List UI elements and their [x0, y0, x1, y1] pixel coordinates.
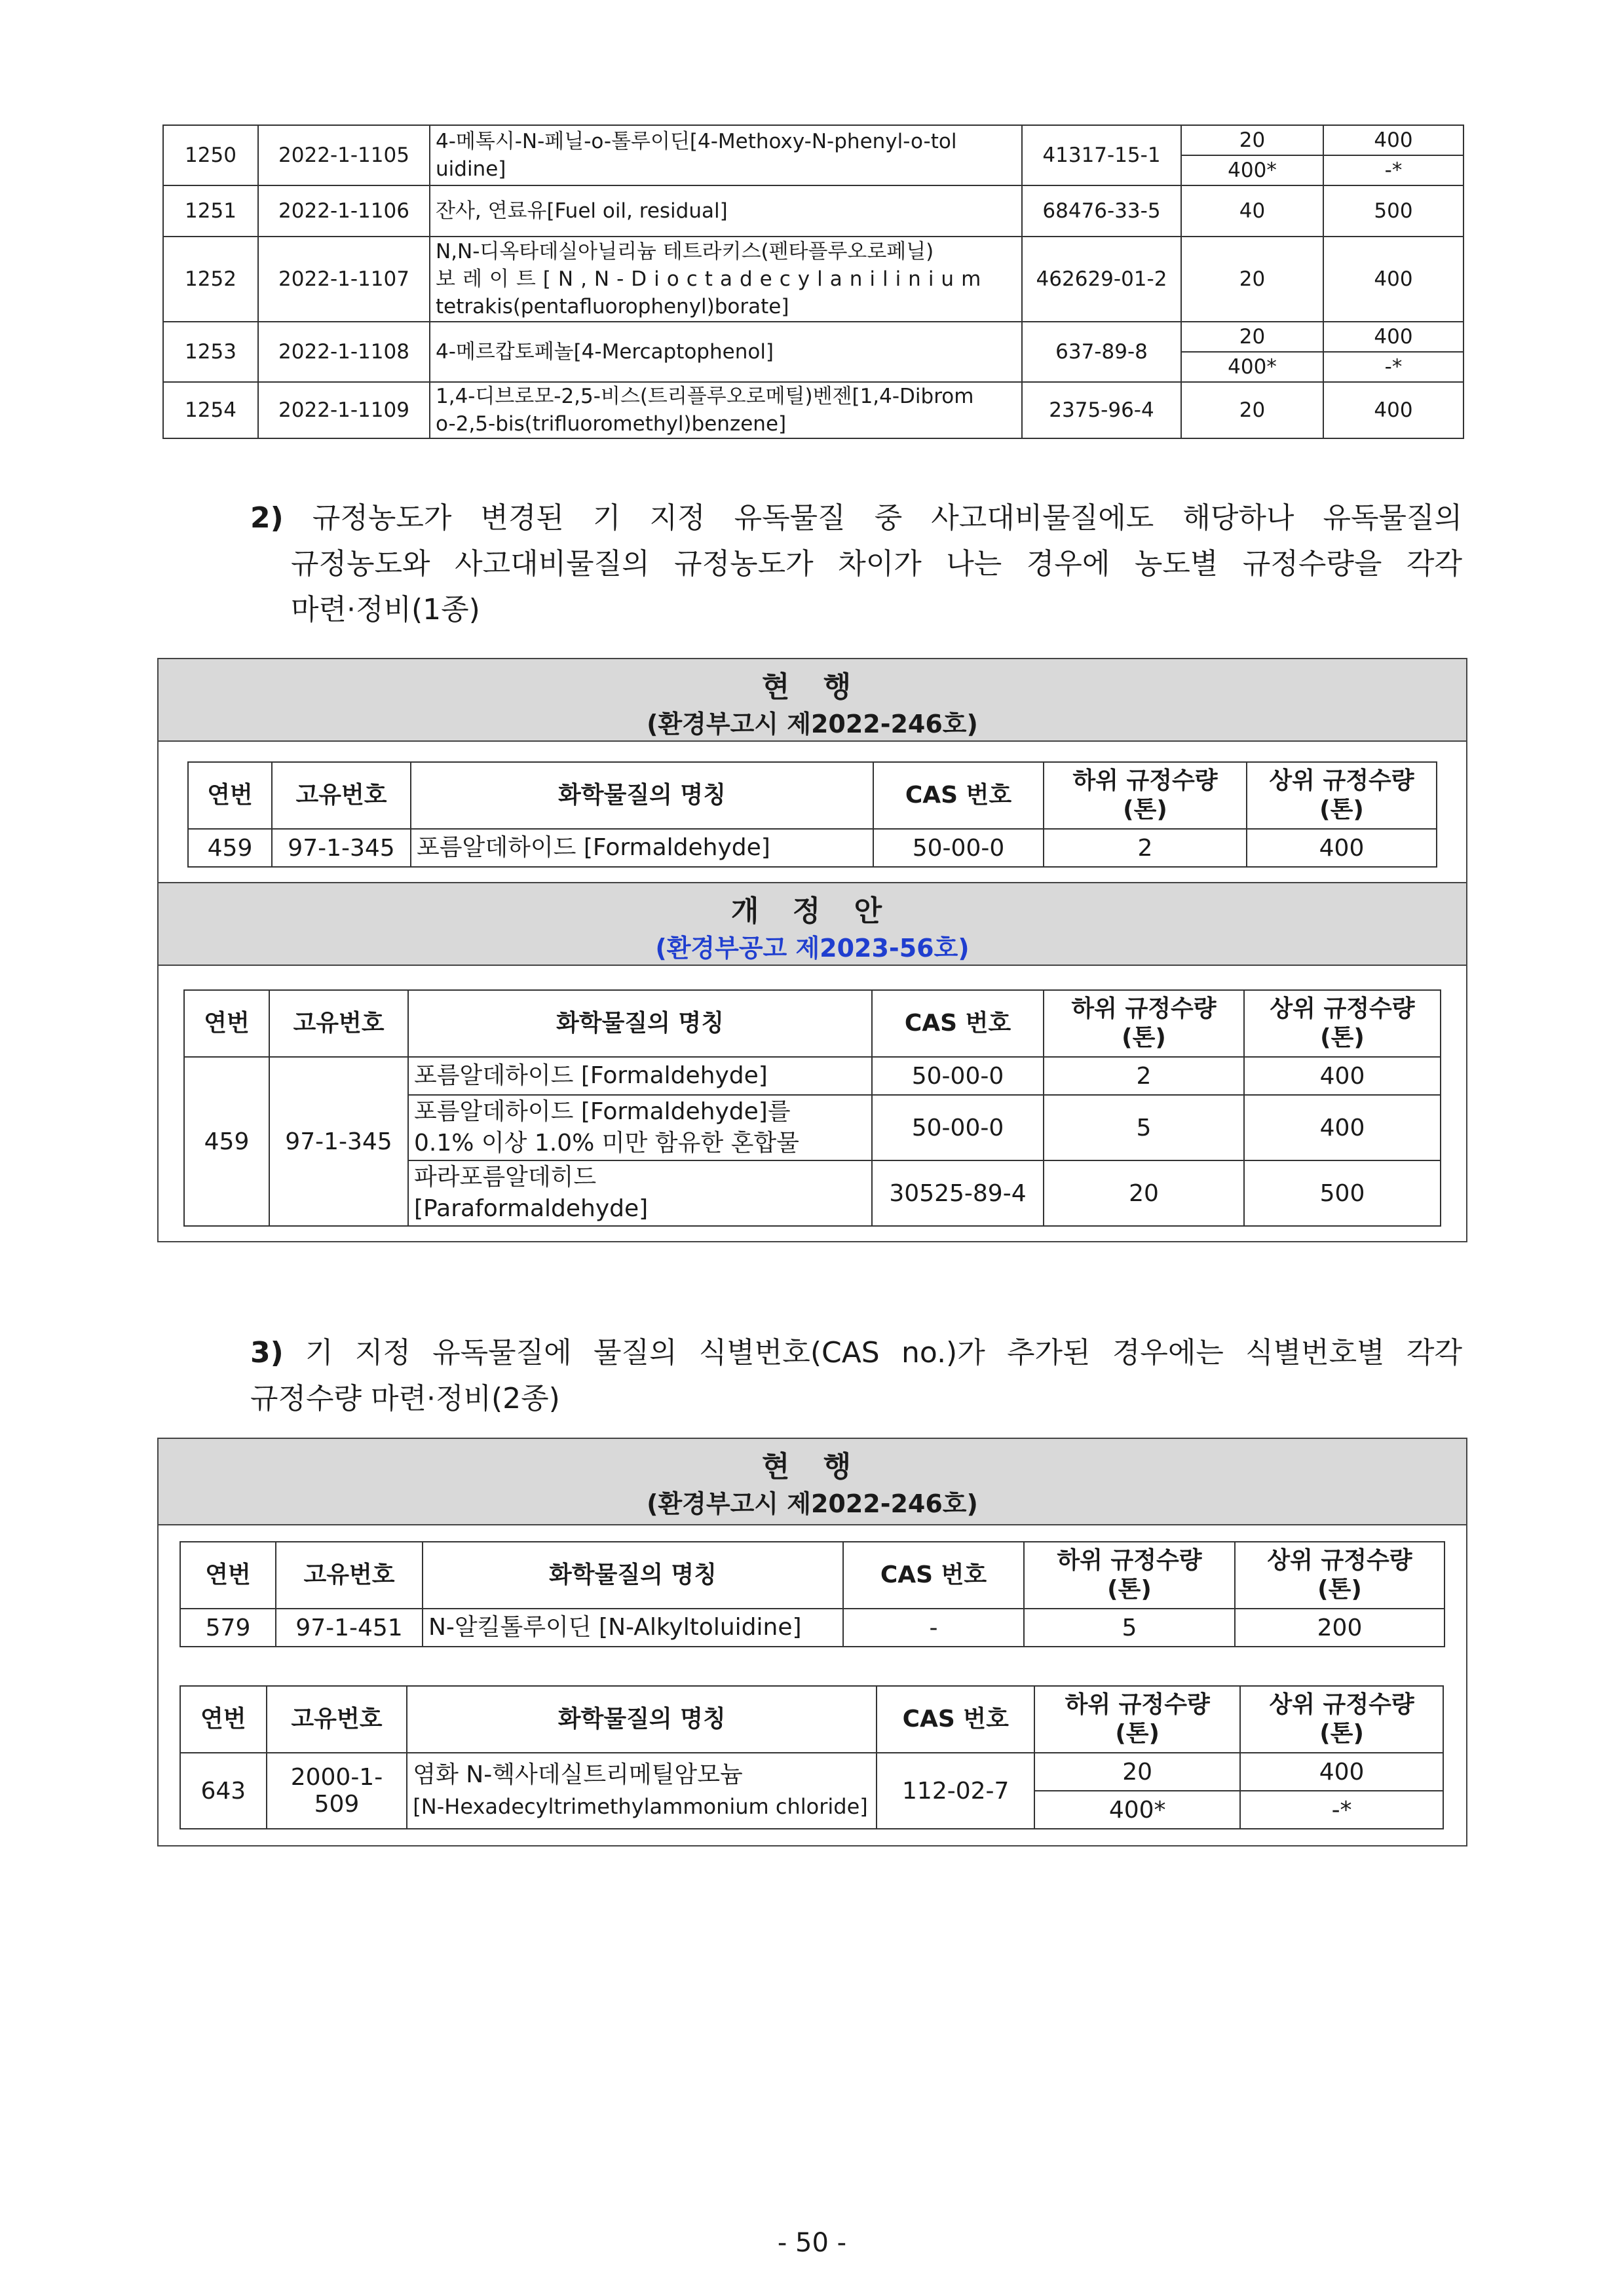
upper-qty: 400: [1323, 322, 1463, 352]
chemical-name: 4-메톡시-N-페닐-o-톨루이딘[4-Methoxy-N-phenyl-o-tol uidine]: [430, 125, 1022, 185]
table-row: [163, 322, 1463, 352]
comparison-box-2: [157, 1438, 1467, 1846]
col-header-cas: CAS 번호: [873, 762, 1044, 829]
upper-qty: -*: [1323, 352, 1463, 382]
current-table: [187, 761, 1437, 868]
col-header-no: 연번: [188, 762, 272, 829]
row-number: 1251: [163, 185, 258, 237]
row-id: 2022-1-1109: [258, 382, 430, 438]
amendment-header: 개 정 안 (환경부공고 제2023-56호): [159, 882, 1466, 966]
cas-number: 637-89-8: [1022, 322, 1181, 382]
section-2-text: 2) 규정농도가 변경된 기 지정 유독물질 중 사고대비물질에도 해당하나 유독물질의 규정농도와 사고대비물질의 규정농도가 차이가 나는 경우에 농도별 규정수량을 각각 마련·정비(1종): [250, 501, 1462, 626]
comparison-box-1: [157, 658, 1467, 1242]
row-number: 1252: [163, 237, 258, 322]
table-row: 643 2000-1-509 염화 N-헥사데실트리메틸암모늄 [N-Hexadecyltrimethylammonium chloride] 112-02-7 20 400: [180, 1753, 1443, 1791]
section-3-text: 3) 기 지정 유독물질에 물질의 식별번호(CAS no.)가 추가된 경우에는 식별번호별 각각 규정수량 마련·정비(2종): [250, 1336, 1462, 1415]
cas-number: 68476-33-5: [1022, 185, 1181, 237]
chemical-name: 4-메르캅토페놀[4-Mercaptophenol]: [430, 322, 1022, 382]
row-id: 2022-1-1105: [258, 125, 430, 185]
row-number: 1253: [163, 322, 258, 382]
current-table-b: 연번 고유번호 화학물질의 명칭 CAS 번호 하위 규정수량 (톤) 상위 규정수량 (톤) 643 2000-1-509 염화 N-헥사데실트리메틸암모늄 [N-Hexadecyltrimethylammonium chloride] 112-02-7 20 400 400* -*: [179, 1685, 1444, 1829]
lower-qty: 400*: [1181, 155, 1323, 185]
lower-qty: 20: [1181, 382, 1323, 438]
table-row: 459 97-1-345 포름알데하이드 [Formaldehyde] 50-00-0 2 400: [188, 829, 1437, 867]
lower-qty: 20: [1181, 125, 1323, 155]
table-row: 400* -*: [180, 1791, 1443, 1829]
row-number: 1254: [163, 382, 258, 438]
upper-qty: -*: [1323, 155, 1463, 185]
cas-number: 462629-01-2: [1022, 237, 1181, 322]
substance-table: [162, 124, 1464, 439]
upper-qty: 400: [1323, 125, 1463, 155]
table-row: [163, 125, 1463, 155]
cas-number: 41317-15-1: [1022, 125, 1181, 185]
lower-qty: 40: [1181, 185, 1323, 237]
table-row: [163, 185, 1463, 237]
row-id: 2022-1-1108: [258, 322, 430, 382]
table-row: 포름알데하이드 [Formaldehyde]를 0.1% 이상 1.0% 미만 함유한 혼합물 50-00-0 5 400: [184, 1095, 1441, 1160]
lower-qty: 20: [1181, 237, 1323, 322]
row-id: 2022-1-1106: [258, 185, 430, 237]
upper-qty: 500: [1323, 185, 1463, 237]
lower-qty: 400*: [1181, 352, 1323, 382]
current-table-a: 연번 고유번호 화학물질의 명칭 CAS 번호 하위 규정수량 (톤) 상위 규정수량 (톤) 579 97-1-451 N-알킬톨루이딘 [N-Alkyltoluidine] - 5 200: [179, 1541, 1445, 1647]
upper-qty: 400: [1323, 237, 1463, 322]
row-id: 2022-1-1107: [258, 237, 430, 322]
cas-number: 2375-96-4: [1022, 382, 1181, 438]
current-header: 현 행 (환경부고시 제2022-246호): [159, 659, 1466, 742]
col-header-upper: 상위 규정수량 (톤): [1247, 762, 1437, 829]
chemical-name: 1,4-디브로모-2,5-비스(트리플루오로메틸)벤젠[1,4-Dibrom o-2,5-bis(trifluoromethyl)benzene]: [430, 382, 1022, 438]
chemical-name: N,N-디옥타데실아닐리늄 테트라키스(펜타플루오로페닐) 보레이트[N,N-Dioctadecylanilinium tetrakis(pentafluorophenyl)borate]: [430, 237, 1022, 322]
table-row: 파라포름알데히드 [Paraformaldehyde] 30525-89-4 20 500: [184, 1160, 1441, 1226]
col-header-id: 고유번호: [272, 762, 411, 829]
col-header-lower: 하위 규정수량 (톤): [1044, 762, 1247, 829]
table-row: [163, 382, 1463, 438]
table-row: [163, 237, 1463, 322]
lower-qty: 20: [1181, 322, 1323, 352]
current-header: 현 행 (환경부고시 제2022-246호): [159, 1439, 1466, 1525]
upper-qty: 400: [1323, 382, 1463, 438]
table-row: 459 97-1-345 포름알데하이드 [Formaldehyde] 50-00-0 2 400: [184, 1057, 1441, 1095]
table-row: 579 97-1-451 N-알킬톨루이딘 [N-Alkyltoluidine] - 5 200: [180, 1609, 1445, 1647]
chemical-name: 잔사, 연료유[Fuel oil, residual]: [430, 185, 1022, 237]
col-header-name: 화학물질의 명칭: [411, 762, 873, 829]
amendment-table: 연번 고유번호 화학물질의 명칭 CAS 번호 하위 규정수량 (톤) 상위 규정수량 (톤) 459 97-1-345 포름알데하이드 [Formaldehyde] 50-00-0 2 400 포름알데하이드 [Formaldehyde]를 0.1% 이상 1.0% 미만 함유한 혼합물 50-00-0 5 400 파라포름알데히드 [Paraformaldehyde] 30525-89-4 20 500: [183, 989, 1441, 1227]
page-number: - 50 -: [777, 2228, 847, 2258]
section-number: 3): [250, 1336, 284, 1369]
section-number: 2): [250, 501, 284, 535]
row-number: 1250: [163, 125, 258, 185]
